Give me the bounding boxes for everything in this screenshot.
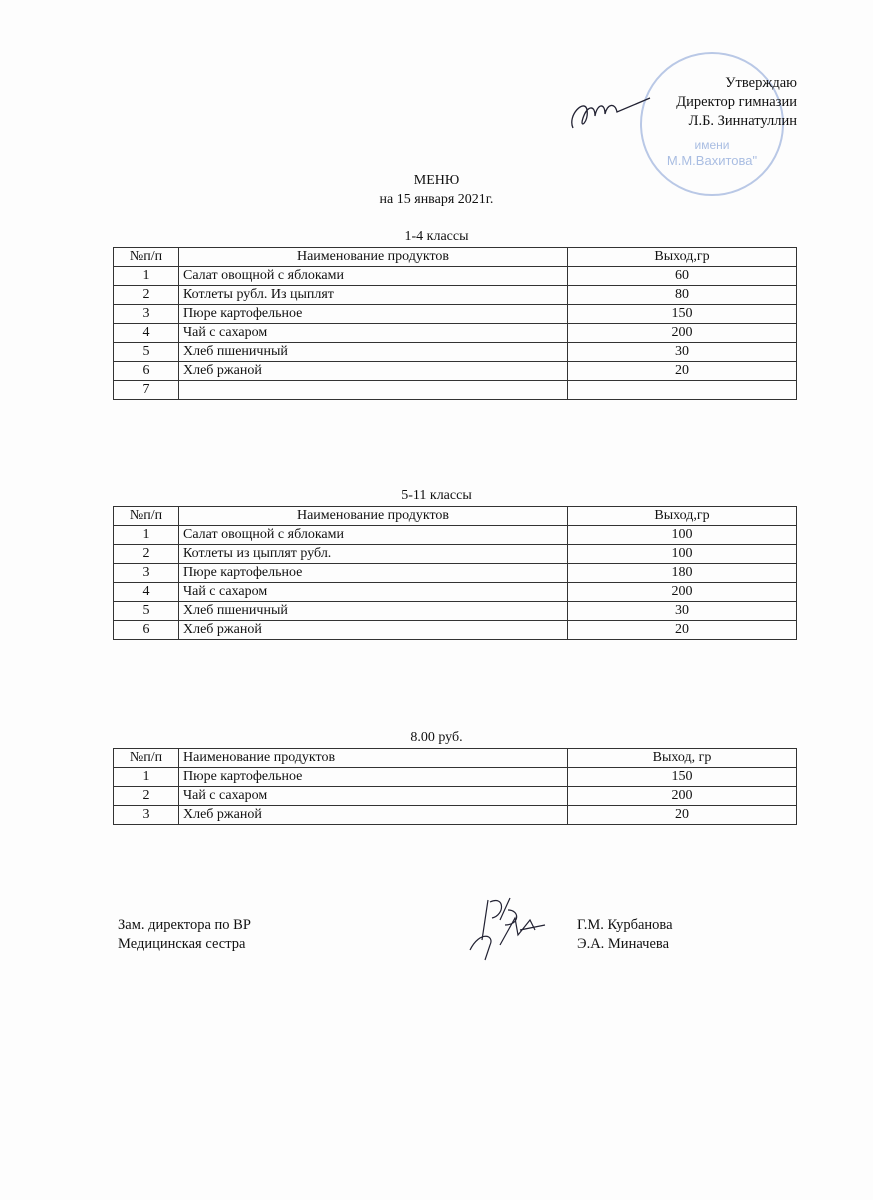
- document-header: [0, 171, 873, 209]
- row-number: 2: [114, 545, 179, 564]
- product-name: Чай с сахаром: [179, 787, 568, 806]
- table-row: [114, 621, 797, 640]
- portion-weight: 80: [568, 286, 797, 305]
- table-caption: 1-4 классы: [404, 229, 469, 244]
- row-number: 6: [114, 362, 179, 381]
- portion-weight: Выход,гр: [568, 507, 797, 526]
- row-number: 1: [114, 768, 179, 787]
- product-name: [179, 381, 568, 400]
- row-number: 4: [114, 324, 179, 343]
- product-name: Пюре картофельное: [179, 564, 568, 583]
- product-name: Наименование продуктов: [179, 507, 568, 526]
- portion-weight: 200: [568, 583, 797, 602]
- row-number: 6: [114, 621, 179, 640]
- role-nurse: Медицинская сестра: [118, 936, 246, 952]
- table-row: [114, 267, 797, 286]
- document-title: МЕНЮ: [413, 173, 460, 188]
- row-number: 5: [114, 343, 179, 362]
- row-number: 1: [114, 267, 179, 286]
- product-name: Наименование продуктов: [179, 749, 568, 768]
- table-header-row: [114, 507, 797, 526]
- menu-table: [113, 247, 797, 400]
- name-deputy: Г.М. Курбанова: [577, 917, 673, 933]
- table-row: [114, 362, 797, 381]
- role-deputy: Зам. директора по ВР: [118, 917, 251, 933]
- row-number: 2: [114, 787, 179, 806]
- portion-weight: 60: [568, 267, 797, 286]
- director-name: Л.Б. Зиннатуллин: [688, 113, 797, 129]
- table-row: [114, 286, 797, 305]
- row-number: 1: [114, 526, 179, 545]
- signatory-names: [577, 916, 673, 954]
- portion-weight: 20: [568, 806, 797, 825]
- portion-weight: 20: [568, 362, 797, 381]
- row-number: 7: [114, 381, 179, 400]
- portion-weight: 150: [568, 768, 797, 787]
- table-header-row: [114, 248, 797, 267]
- product-name: Хлеб ржаной: [179, 806, 568, 825]
- table-row: [114, 602, 797, 621]
- product-name: Хлеб ржаной: [179, 362, 568, 381]
- portion-weight: 20: [568, 621, 797, 640]
- table-row: [114, 526, 797, 545]
- portion-weight: 30: [568, 343, 797, 362]
- table-caption: 8.00 руб.: [410, 730, 463, 745]
- product-name: Котлеты рубл. Из цыплят: [179, 286, 568, 305]
- row-number: 4: [114, 583, 179, 602]
- row-number: №п/п: [114, 507, 179, 526]
- portion-weight: Выход, гр: [568, 749, 797, 768]
- portion-weight: 200: [568, 324, 797, 343]
- portion-weight: 100: [568, 545, 797, 564]
- table-row: [114, 545, 797, 564]
- row-number: 3: [114, 305, 179, 324]
- portion-weight: 180: [568, 564, 797, 583]
- name-nurse: Э.А. Миначева: [577, 936, 670, 952]
- table-row: [114, 806, 797, 825]
- table-row: [114, 381, 797, 400]
- signatures: [460, 890, 550, 965]
- director-title: Директор гимназии: [676, 94, 797, 110]
- portion-weight: [568, 381, 797, 400]
- row-number: 3: [114, 564, 179, 583]
- product-name: Наименование продуктов: [179, 248, 568, 267]
- product-name: Хлеб пшеничный: [179, 602, 568, 621]
- row-number: №п/п: [114, 749, 179, 768]
- product-name: Чай с сахаром: [179, 583, 568, 602]
- product-name: Салат овощной с яблоками: [179, 267, 568, 286]
- table-header-row: [114, 749, 797, 768]
- approval-block: [676, 74, 797, 131]
- director-signature: [565, 90, 655, 135]
- row-number: 3: [114, 806, 179, 825]
- table-row: [114, 583, 797, 602]
- portion-weight: 100: [568, 526, 797, 545]
- menu-table: [113, 506, 797, 640]
- stamp-text: имени: [694, 138, 730, 152]
- portion-weight: 200: [568, 787, 797, 806]
- table-row: [114, 564, 797, 583]
- signatory-roles: [118, 916, 251, 954]
- product-name: Котлеты из цыплят рубл.: [179, 545, 568, 564]
- table-row: [114, 305, 797, 324]
- row-number: 2: [114, 286, 179, 305]
- document-date: на 15 января 2021г.: [379, 192, 494, 207]
- portion-weight: 30: [568, 602, 797, 621]
- table-row: [114, 768, 797, 787]
- product-name: Пюре картофельное: [179, 768, 568, 787]
- portion-weight: 150: [568, 305, 797, 324]
- row-number: №п/п: [114, 248, 179, 267]
- portion-weight: Выход,гр: [568, 248, 797, 267]
- product-name: Чай с сахаром: [179, 324, 568, 343]
- table-row: [114, 324, 797, 343]
- table-caption: 5-11 классы: [401, 488, 472, 503]
- product-name: Хлеб ржаной: [179, 621, 568, 640]
- table-row: [114, 343, 797, 362]
- row-number: 5: [114, 602, 179, 621]
- product-name: Салат овощной с яблоками: [179, 526, 568, 545]
- product-name: Пюре картофельное: [179, 305, 568, 324]
- approval-text: Утверждаю: [725, 75, 797, 91]
- product-name: Хлеб пшеничный: [179, 343, 568, 362]
- table-row: [114, 787, 797, 806]
- stamp-text: М.М.Вахитова": [666, 153, 758, 168]
- menu-table: [113, 748, 797, 825]
